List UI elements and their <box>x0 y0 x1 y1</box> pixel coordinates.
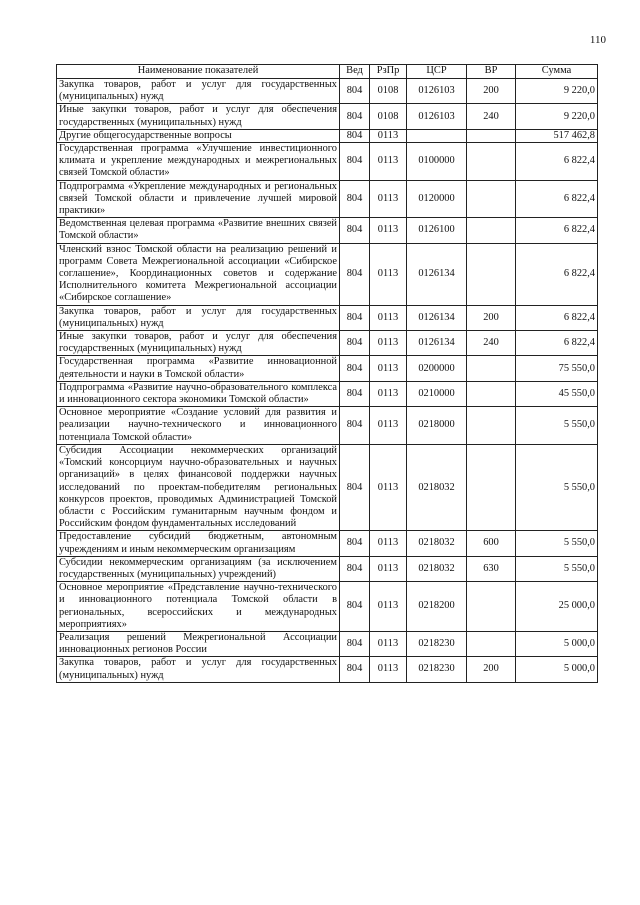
row-sum: 9 220,0 <box>516 79 598 104</box>
table-row <box>57 104 598 129</box>
table-row <box>57 582 598 632</box>
row-sum: 6 822,4 <box>516 180 598 218</box>
row-rzpr: 0113 <box>370 531 407 556</box>
row-ved: 804 <box>340 407 370 445</box>
row-sum: 6 822,4 <box>516 218 598 243</box>
row-rzpr: 0113 <box>370 556 407 581</box>
row-rzpr: 0108 <box>370 79 407 104</box>
row-csr: 0126100 <box>407 218 467 243</box>
row-name: Реализация решений Межрегиональной Ассоциации инновационных регионов России <box>57 631 340 656</box>
row-sum: 9 220,0 <box>516 104 598 129</box>
row-rzpr: 0113 <box>370 331 407 356</box>
row-ved: 804 <box>340 657 370 682</box>
row-sum: 25 000,0 <box>516 582 598 632</box>
row-csr: 0218032 <box>407 556 467 581</box>
row-sum: 5 000,0 <box>516 631 598 656</box>
row-vr <box>467 356 516 381</box>
row-rzpr: 0113 <box>370 657 407 682</box>
row-ved: 804 <box>340 218 370 243</box>
table-row <box>57 129 598 142</box>
row-sum: 5 550,0 <box>516 531 598 556</box>
header-sum: Сумма <box>516 65 598 79</box>
table-row <box>57 79 598 104</box>
row-vr: 200 <box>467 305 516 330</box>
row-vr <box>467 381 516 406</box>
row-csr: 0200000 <box>407 356 467 381</box>
table-header-row <box>57 65 598 79</box>
table-row <box>57 331 598 356</box>
row-csr <box>407 129 467 142</box>
row-name: Закупка товаров, работ и услуг для государственных (муниципальных) нужд <box>57 305 340 330</box>
row-name: Основное мероприятие «Представление научно-технического и инновационного потенциала Томской области в региональных, всероссийских и международных мероприятиях» <box>57 582 340 632</box>
row-ved: 804 <box>340 531 370 556</box>
row-sum: 75 550,0 <box>516 356 598 381</box>
row-ved: 804 <box>340 305 370 330</box>
row-rzpr: 0113 <box>370 444 407 530</box>
row-vr: 200 <box>467 657 516 682</box>
row-sum: 6 822,4 <box>516 143 598 181</box>
table-row <box>57 444 598 530</box>
row-name: Закупка товаров, работ и услуг для государственных (муниципальных) нужд <box>57 657 340 682</box>
row-ved: 804 <box>340 556 370 581</box>
row-csr: 0218032 <box>407 531 467 556</box>
row-sum: 6 822,4 <box>516 331 598 356</box>
row-rzpr: 0113 <box>370 243 407 305</box>
row-sum: 517 462,8 <box>516 129 598 142</box>
row-name: Государственная программа «Развитие инновационной деятельности и науки в Томской области» <box>57 356 340 381</box>
row-csr: 0218000 <box>407 407 467 445</box>
table-row <box>57 356 598 381</box>
header-name: Наименование показателей <box>57 65 340 79</box>
row-rzpr: 0108 <box>370 104 407 129</box>
table-row <box>57 180 598 218</box>
row-name: Иные закупки товаров, работ и услуг для обеспечения государственных (муниципальных) нужд <box>57 104 340 129</box>
row-rzpr: 0113 <box>370 407 407 445</box>
table-body <box>57 79 598 683</box>
row-name: Ведомственная целевая программа «Развитие внешних связей Томской области» <box>57 218 340 243</box>
table-row <box>57 218 598 243</box>
row-name: Предоставление субсидий бюджетным, автономным учреждениям и иным некоммерческим организациям <box>57 531 340 556</box>
row-ved: 804 <box>340 331 370 356</box>
row-name: Подпрограмма «Развитие научно-образовательного комплекса и инновационного сектора экономики Томской области» <box>57 381 340 406</box>
row-name: Государственная программа «Улучшение инвестиционного климата и укрепление международных и межрегиональных связей Томской области» <box>57 143 340 181</box>
row-sum: 5 550,0 <box>516 407 598 445</box>
row-ved: 804 <box>340 444 370 530</box>
row-csr: 0210000 <box>407 381 467 406</box>
row-sum: 5 550,0 <box>516 556 598 581</box>
row-rzpr: 0113 <box>370 129 407 142</box>
row-vr <box>467 243 516 305</box>
row-csr: 0218200 <box>407 582 467 632</box>
row-sum: 5 550,0 <box>516 444 598 530</box>
row-rzpr: 0113 <box>370 356 407 381</box>
row-rzpr: 0113 <box>370 381 407 406</box>
row-csr: 0126134 <box>407 305 467 330</box>
row-vr <box>467 218 516 243</box>
row-name: Субсидии некоммерческим организациям (за исключением государственных (муниципальных) учреждений) <box>57 556 340 581</box>
table-row <box>57 305 598 330</box>
row-ved: 804 <box>340 381 370 406</box>
row-rzpr: 0113 <box>370 218 407 243</box>
row-name: Основное мероприятие «Создание условий для развития и реализации научно-технического и инновационного потенциала Томской области» <box>57 407 340 445</box>
header-rzpr: РзПр <box>370 65 407 79</box>
row-csr: 0126134 <box>407 243 467 305</box>
row-rzpr: 0113 <box>370 305 407 330</box>
table-row <box>57 143 598 181</box>
row-ved: 804 <box>340 143 370 181</box>
row-vr <box>467 582 516 632</box>
row-vr <box>467 631 516 656</box>
page-number: 110 <box>589 34 606 46</box>
row-vr: 630 <box>467 556 516 581</box>
row-sum: 45 550,0 <box>516 381 598 406</box>
row-sum: 6 822,4 <box>516 305 598 330</box>
row-name: Иные закупки товаров, работ и услуг для обеспечения государственных (муниципальных) нужд <box>57 331 340 356</box>
row-name: Членский взнос Томской области на реализацию решений и программ Совета Межрегиональной ассоциации «Сибирское соглашение», Координационных советов и содержание Исполнительного комитета Межрегиональной ассоциации «Сибирское соглашение» <box>57 243 340 305</box>
header-ved: Вед <box>340 65 370 79</box>
table-row <box>57 407 598 445</box>
row-vr: 240 <box>467 104 516 129</box>
row-ved: 804 <box>340 129 370 142</box>
row-vr: 200 <box>467 79 516 104</box>
row-csr: 0218230 <box>407 631 467 656</box>
row-rzpr: 0113 <box>370 143 407 181</box>
row-name: Подпрограмма «Укрепление международных и региональных связей Томской области и привлечение лучшей мировой практики» <box>57 180 340 218</box>
row-vr <box>467 143 516 181</box>
row-csr: 0120000 <box>407 180 467 218</box>
table-row <box>57 556 598 581</box>
row-ved: 804 <box>340 79 370 104</box>
header-csr: ЦСР <box>407 65 467 79</box>
row-ved: 804 <box>340 356 370 381</box>
row-vr <box>467 180 516 218</box>
row-vr <box>467 129 516 142</box>
table-row <box>57 631 598 656</box>
row-vr <box>467 444 516 530</box>
row-ved: 804 <box>340 582 370 632</box>
row-ved: 804 <box>340 180 370 218</box>
row-csr: 0126103 <box>407 104 467 129</box>
row-sum: 6 822,4 <box>516 243 598 305</box>
table-row <box>57 657 598 682</box>
table-row <box>57 531 598 556</box>
row-name: Закупка товаров, работ и услуг для государственных (муниципальных) нужд <box>57 79 340 104</box>
header-vr: ВР <box>467 65 516 79</box>
table-row <box>57 381 598 406</box>
budget-table <box>56 64 598 683</box>
row-vr: 240 <box>467 331 516 356</box>
row-csr: 0126103 <box>407 79 467 104</box>
row-name: Субсидия Ассоциации некоммерческих организаций «Томский консорциум научно-образовательных и научных организаций» в целях финансовой поддержки научных исследований по проектам-победителям региональных конкурсов проектов, проводимых Администрацией Томской области с Российским гуманитарным научным фондом и Российским фондом фундаментальных исследований <box>57 444 340 530</box>
row-vr <box>467 407 516 445</box>
row-rzpr: 0113 <box>370 180 407 218</box>
row-ved: 804 <box>340 243 370 305</box>
row-csr: 0100000 <box>407 143 467 181</box>
table-row <box>57 243 598 305</box>
row-rzpr: 0113 <box>370 582 407 632</box>
row-vr: 600 <box>467 531 516 556</box>
row-csr: 0126134 <box>407 331 467 356</box>
row-csr: 0218230 <box>407 657 467 682</box>
row-rzpr: 0113 <box>370 631 407 656</box>
row-sum: 5 000,0 <box>516 657 598 682</box>
row-ved: 804 <box>340 104 370 129</box>
row-ved: 804 <box>340 631 370 656</box>
row-name: Другие общегосударственные вопросы <box>57 129 340 142</box>
row-csr: 0218032 <box>407 444 467 530</box>
